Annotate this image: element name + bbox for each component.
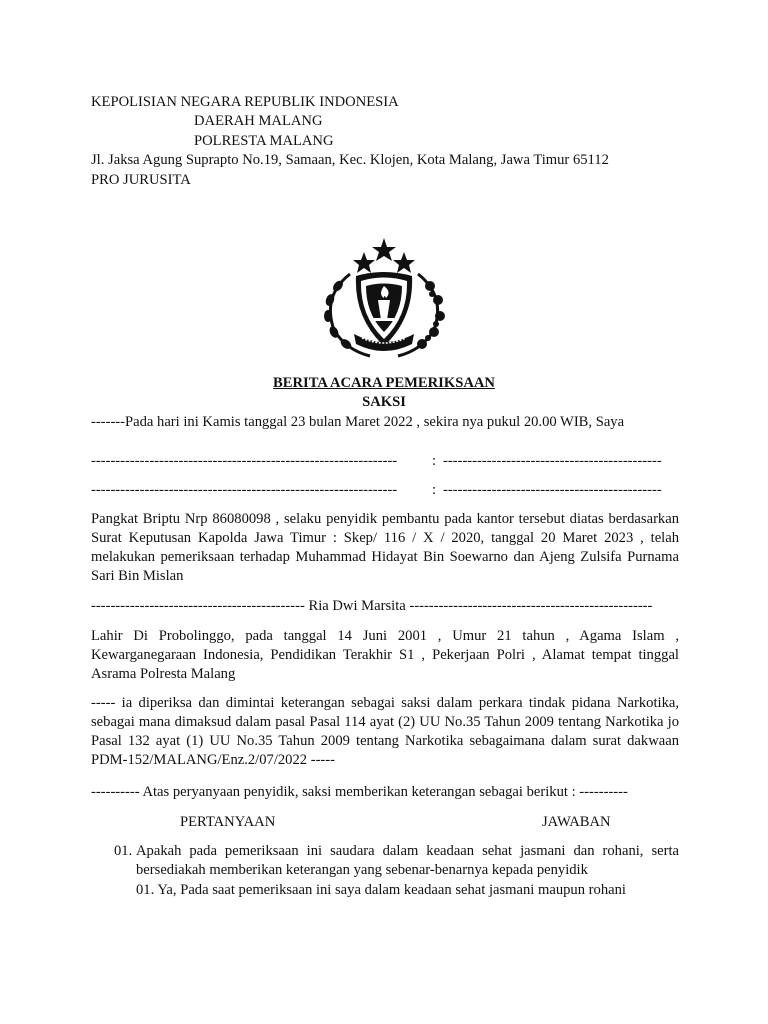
police-emblem-icon: [314, 234, 454, 366]
blank-row-2-left: ---------------------------------------------------------------: [91, 482, 398, 498]
document-subtitle: SAKSI: [362, 394, 406, 410]
statement-intro-line: ---------- Atas peryanyaan penyidik, saksi memberikan keterangan sebagai berikut : ----------: [91, 784, 628, 800]
header-address: Jl. Jaksa Agung Suprapto No.19, Samaan, Kec. Klojen, Kota Malang, Jawa Timur 65112: [91, 152, 609, 168]
blank-row-2-colon: :: [432, 482, 437, 498]
star-icon: [372, 238, 396, 261]
column-header-pertanyaan: PERTANYAAN: [180, 814, 276, 830]
question-text: Apakah pada pemeriksaan ini saudara dalam keadaan sehat jasmani dan rohani, serta bersediakah memberikan keterangan yang sebenar-benarnya kepada penyidik: [136, 843, 679, 878]
header-unit: POLRESTA MALANG: [194, 133, 334, 149]
header-region: DAERAH MALANG: [194, 113, 323, 129]
star-icon: [393, 252, 415, 273]
column-header-jawaban: JAWABAN: [542, 814, 611, 830]
paragraph-lahir: Lahir Di Probolinggo, pada tanggal 14 Juni 2001 , Umur 21 tahun , Agama Islam , Kewarganegaraan Indonesia, Pendidikan Terakhir S1 , Pekerjaan Polri , Alamat tempat tinggal Asrama Polresta Malang: [91, 628, 679, 682]
paragraph-perkara: ----- ia diperiksa dan dimintai keterangan sebagai saksi dalam perkara tindak pidana Narkotika, sebagai mana dimaksud dalam pasal Pasal 114 ayat (2) UU No.35 Tahun 2009 tentang Narkotika jo Pasal 132 ayat (1) UU No.35 Tahun 2009 tentang Narkotika sebagaimana dalam surat dakwaan PDM-152/MALANG/Enz.2/07/2022 -----: [91, 695, 679, 768]
intro-line: -------Pada hari ini Kamis tanggal 23 bulan Maret 2022 , sekira nya pukul 20.00 WIB, Saya: [91, 414, 625, 430]
witness-name-line: -------------------------------------------- Ria Dwi Marsita --------------------------------------------------: [91, 598, 653, 614]
answer-text: 01. Ya, Pada saat pemeriksaan ini saya dalam keadaan sehat jasmani maupun rohani: [136, 882, 626, 898]
header-pro: PRO JURUSITA: [91, 172, 191, 188]
blank-row-1-left: ---------------------------------------------------------------: [91, 453, 398, 469]
paragraph-pangkat: Pangkat Briptu Nrp 86080098 , selaku penyidik pembantu pada kantor tersebut diatas berdasarkan Surat Keputusan Kapolda Jawa Timur : Skep/ 116 / X / 2020, tanggal 20 Maret 2023 , telah melakukan pemeriksaan terhadap Muhammad Hidayat Bin Soewarno dan Ajeng Zulsifa Purnama Sari Bin Mislan: [91, 511, 679, 584]
blank-row-2-right: ---------------------------------------------: [443, 482, 662, 498]
document-title: BERITA ACARA PEMERIKSAAN: [273, 375, 495, 391]
blank-row-1-colon: :: [432, 453, 437, 469]
star-icon: [353, 252, 375, 273]
blank-row-1-right: ---------------------------------------------: [443, 453, 662, 469]
header-institution: KEPOLISIAN NEGARA REPUBLIK INDONESIA: [91, 94, 399, 110]
question-number: 01.: [114, 843, 133, 859]
